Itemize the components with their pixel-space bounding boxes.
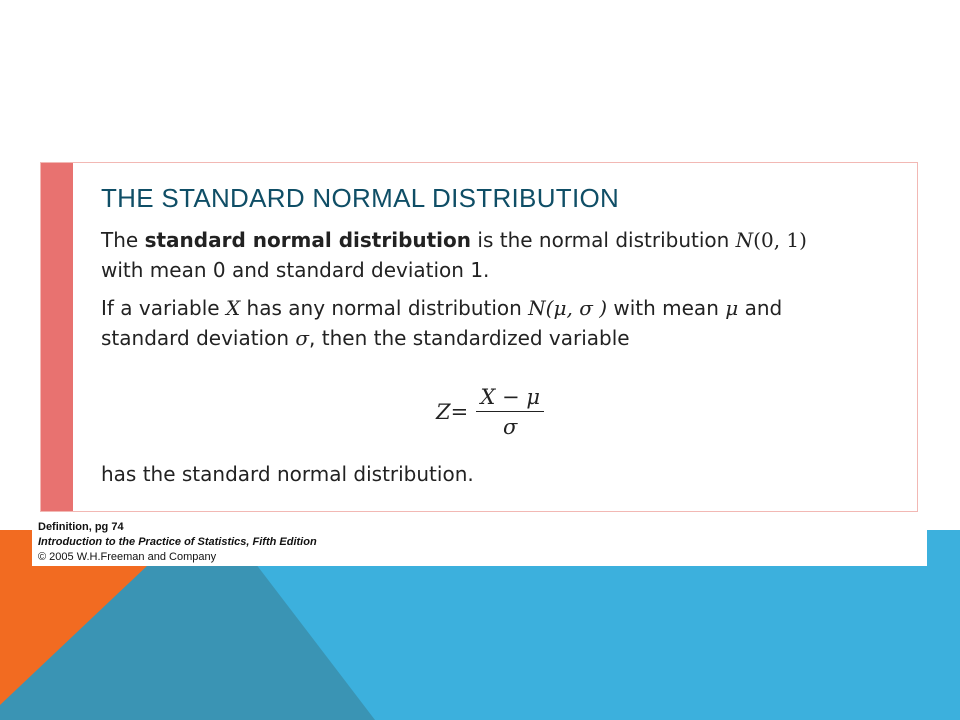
paragraph-3: has the standard normal distribution. bbox=[101, 462, 474, 486]
paragraph-2: If a variable X has any normal distribution N(μ, σ ) with mean μ and standard deviation σ, then the standardized variable bbox=[101, 296, 783, 350]
formula-denominator: σ bbox=[503, 415, 518, 439]
formula-equals: = bbox=[450, 400, 469, 424]
definition-content bbox=[101, 183, 897, 361]
accent-bar bbox=[41, 163, 73, 511]
definition-box bbox=[40, 162, 918, 512]
formula-numerator: X − μ bbox=[480, 385, 540, 409]
definition-title: THE STANDARD NORMAL DISTRIBUTION bbox=[101, 183, 620, 213]
paragraph-1: The standard normal distribution is the normal distribution N(0, 1) with mean 0 and standard deviation 1. bbox=[101, 228, 807, 282]
caption-line-3: © 2005 W.H.Freeman and Company bbox=[38, 551, 217, 563]
term-bold: standard normal distribution bbox=[144, 228, 472, 252]
formula-lhs: Z bbox=[436, 400, 451, 424]
caption-line-2: Introduction to the Practice of Statistics, Fifth Edition bbox=[38, 536, 317, 548]
formula-fraction bbox=[476, 385, 544, 439]
caption-line-1: Definition, pg 74 bbox=[38, 521, 124, 533]
source-caption bbox=[38, 520, 317, 565]
standardization-formula bbox=[436, 385, 544, 439]
